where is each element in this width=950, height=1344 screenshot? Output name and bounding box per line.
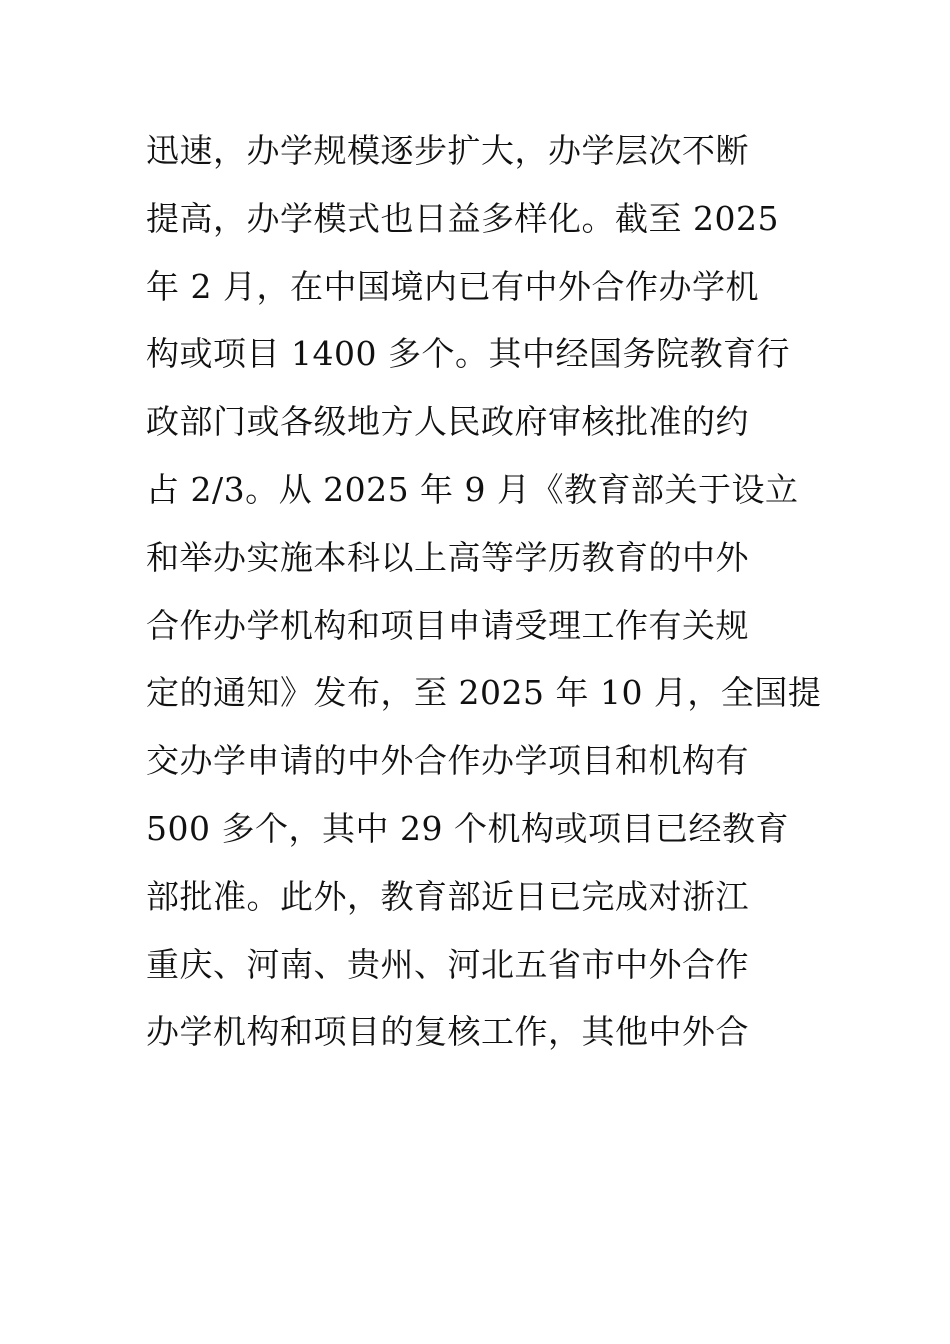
text-line: 构或项目 1400 多个。其中经国务院教育行: [146, 334, 790, 374]
text-line: 交办学申请的中外合作办学项目和机构有: [146, 741, 749, 781]
text-line: 和举办实施本科以上高等学历教育的中外: [146, 537, 749, 577]
text-line: 提高，办学模式也日益多样化。截至 2025: [146, 198, 779, 238]
text-line: 办学机构和项目的复核工作，其他中外合: [146, 1012, 749, 1052]
text-line: 部批准。此外，教育部近日已完成对浙江: [146, 876, 749, 916]
text-line: 年 2 月，在中国境内已有中外合作办学机: [146, 266, 759, 306]
text-line: 合作办学机构和项目申请受理工作有关规: [146, 605, 749, 645]
text-line: 500 多个，其中 29 个机构或项目已经教育: [146, 808, 789, 848]
text-line: 政部门或各级地方人民政府审核批准的约: [146, 402, 749, 442]
text-line: 重庆、河南、贵州、河北五省市中外合作: [146, 944, 749, 984]
text-line: 迅速，办学规模逐步扩大，办学层次不断: [146, 131, 749, 170]
text-line: 占 2/3。从 2025 年 9 月《教育部关于设立: [146, 469, 799, 509]
text-line: 定的通知》发布，至 2025 年 10 月，全国提: [146, 673, 822, 713]
body-paragraph: [146, 122, 822, 1071]
